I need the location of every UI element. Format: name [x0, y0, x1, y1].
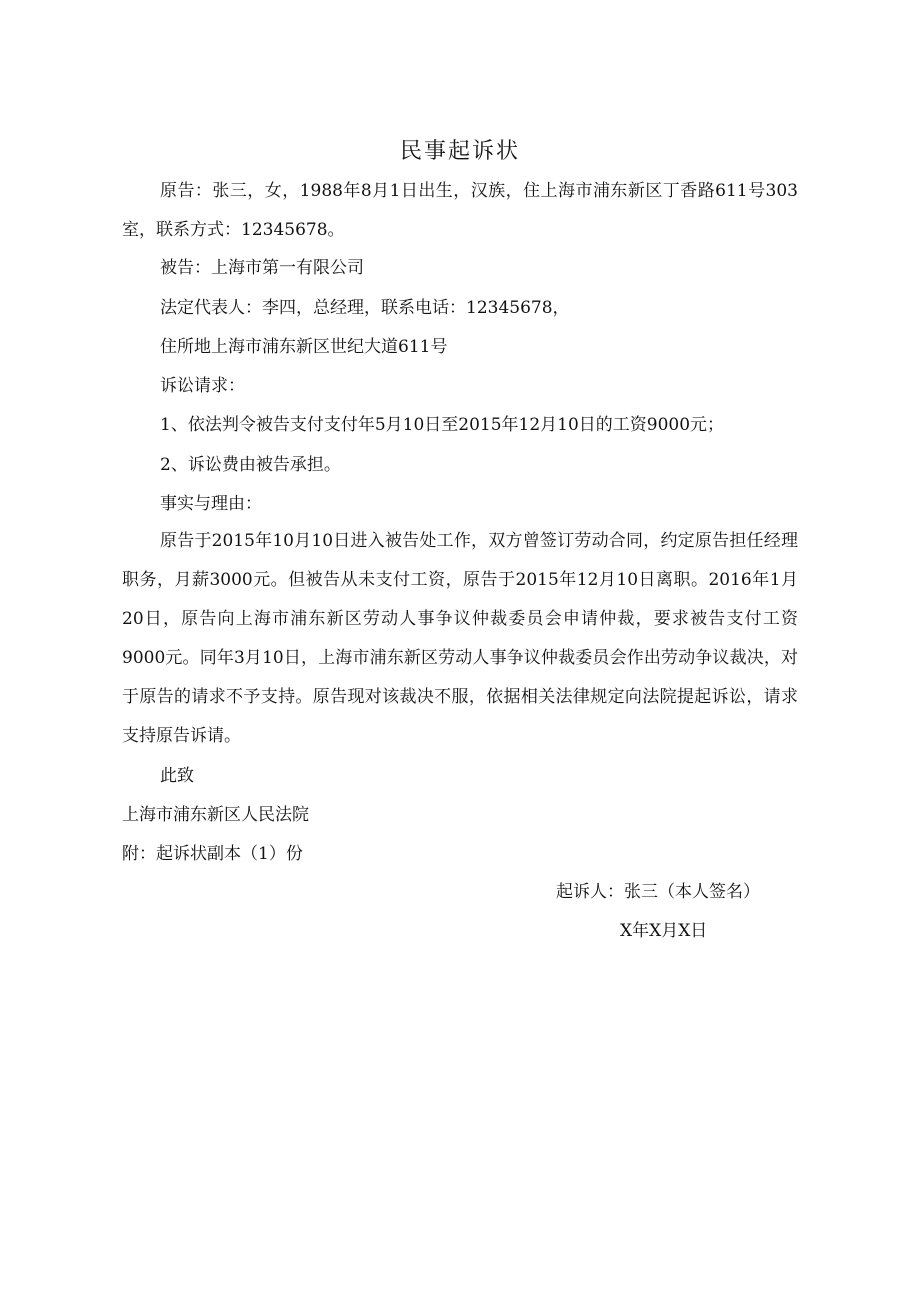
date-line: X年X月X日 — [620, 921, 708, 941]
defendant-line: 被告：上海市第一有限公司 — [160, 258, 364, 278]
claim-item-2: 2、诉讼费由被告承担。 — [160, 455, 341, 475]
court-name: 上海市浦东新区人民法院 — [122, 805, 309, 825]
facts-paragraph: 原告于2015年10月10日进入被告处工作，双方曾签订劳动合同，约定原告担任经理职务，月薪3000元。但被告从未支付工资，原告于2015年12月10日离职。2016年1月20日，原告向上海市浦东新区劳动人事争议仲裁委员会申请仲裁，要求被告支付工资9000元。同年3月10日，上海市浦东新区劳动人事争议仲裁委员会作出劳动争议裁决，对于原告的请求不予支持。原告现对该裁决不服，依据相关法律规定向法院提起诉讼，请求支持原告诉请。 — [122, 531, 798, 746]
signer-line: 起诉人：张三（本人签名） — [556, 882, 760, 902]
claims-heading: 诉讼请求： — [160, 376, 245, 396]
claim-item-1: 1、依法判令被告支付支付年5月10日至2015年12月10日的工资9000元； — [160, 415, 725, 435]
attachment-line: 附：起诉状副本（1）份 — [122, 844, 303, 864]
plaintiff-paragraph: 原告：张三，女，1988年8月1日出生，汉族，住上海市浦东新区丁香路611号303室，联系方式：12345678。 — [122, 181, 798, 240]
document-title: 民事起诉状 — [399, 139, 520, 164]
legal-representative-line: 法定代表人：李四，总经理，联系电话：12345678， — [160, 298, 570, 318]
address-line: 住所地上海市浦东新区世纪大道611号 — [160, 337, 448, 357]
salutation: 此致 — [160, 766, 194, 786]
facts-heading: 事实与理由： — [160, 494, 262, 514]
